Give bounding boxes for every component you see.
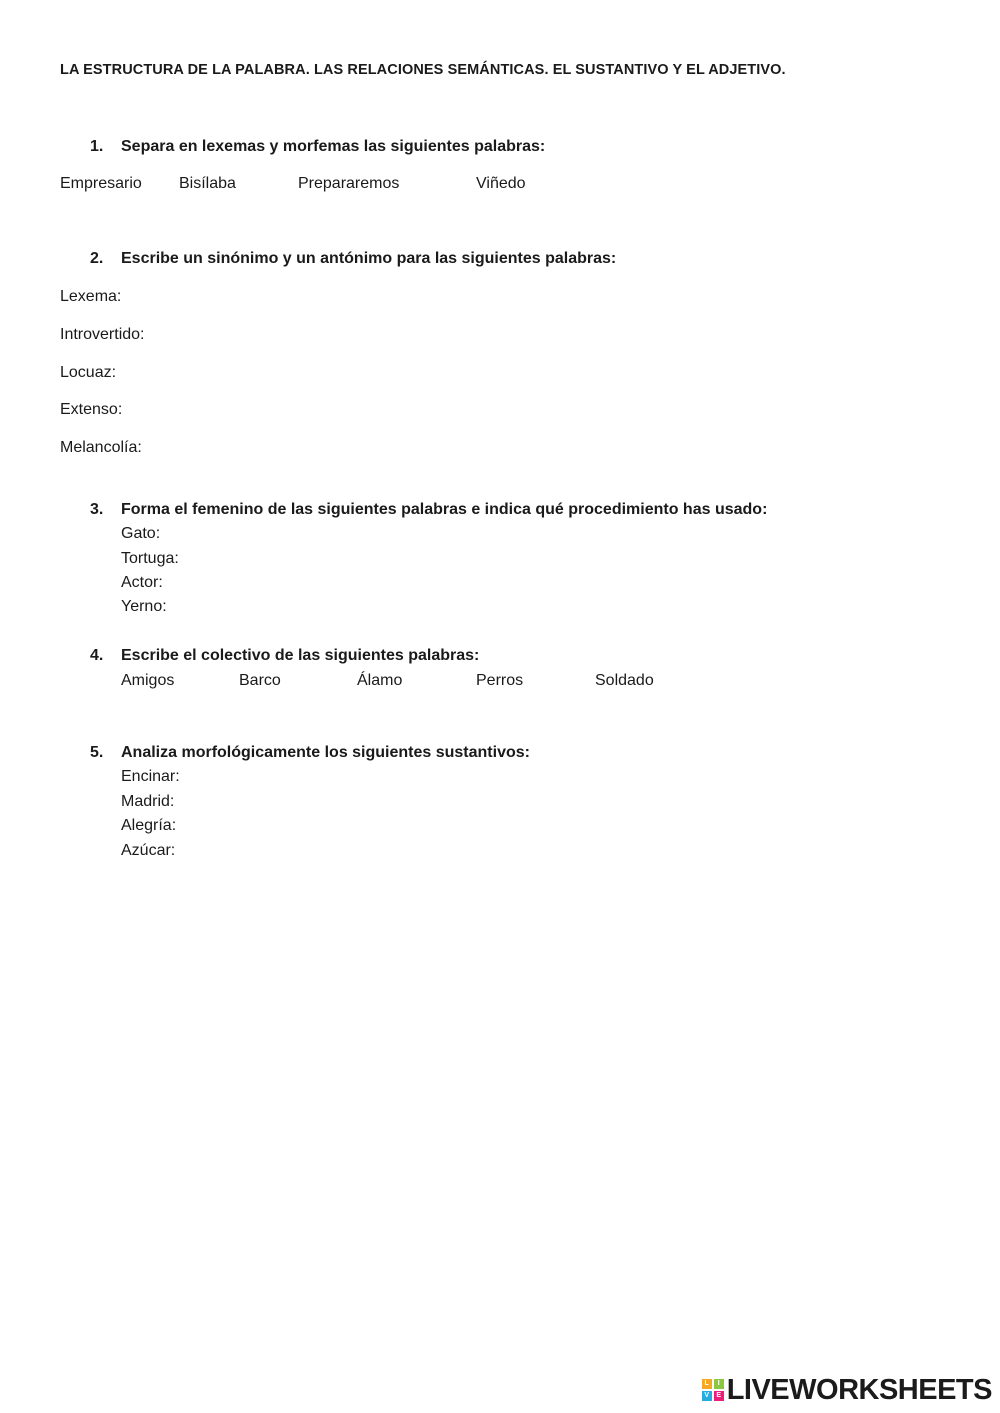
- answer-item: Gato:: [121, 525, 161, 542]
- question-5-heading: [90, 744, 530, 762]
- question-number: 4.: [90, 647, 104, 664]
- question-text: Escribe un sinónimo y un antónimo para las siguientes palabras:: [121, 250, 617, 267]
- word-item: Álamo: [357, 672, 403, 689]
- question-number: 3.: [90, 501, 104, 518]
- question-number: 2.: [90, 250, 104, 267]
- word-item: Prepararemos: [298, 175, 400, 192]
- answer-item: Alegría:: [121, 817, 177, 834]
- liveworksheets-logo[interactable]: [702, 1375, 992, 1405]
- question-text: Forma el femenino de las siguientes palabras e indica qué procedimiento has usado:: [121, 501, 768, 518]
- logo-letter: L: [702, 1379, 712, 1389]
- word-item: Bisílaba: [179, 175, 236, 192]
- word-item: Barco: [239, 672, 281, 689]
- answer-item: Melancolía:: [60, 439, 142, 456]
- word-item: Viñedo: [476, 175, 526, 192]
- answer-item: Actor:: [121, 574, 163, 591]
- logo-letter: V: [702, 1391, 712, 1401]
- answer-item: Extenso:: [60, 401, 123, 418]
- question-3-heading: [90, 501, 767, 519]
- word-item: Amigos: [121, 672, 175, 689]
- answer-item: Introvertido:: [60, 326, 145, 343]
- word-item: Soldado: [595, 672, 654, 689]
- logo-text: LIVEWORKSHEETS: [726, 1373, 992, 1406]
- page-title: LA ESTRUCTURA DE LA PALABRA. LAS RELACIONES SEMÁNTICAS. EL SUSTANTIVO Y EL ADJETIVO.: [60, 62, 786, 78]
- answer-item: Madrid:: [121, 793, 175, 810]
- answer-item: Encinar:: [121, 768, 180, 785]
- answer-item: Yerno:: [121, 598, 167, 615]
- answer-item: Tortuga:: [121, 550, 179, 567]
- word-item: Perros: [476, 672, 524, 689]
- logo-letter: E: [714, 1391, 724, 1401]
- answer-item: Azúcar:: [121, 842, 176, 859]
- answer-item: Locuaz:: [60, 364, 117, 381]
- question-text: Escribe el colectivo de las siguientes palabras:: [121, 647, 480, 664]
- logo-mark-icon: [702, 1379, 724, 1401]
- question-1-heading: [90, 138, 545, 156]
- question-4-heading: [90, 647, 479, 665]
- answer-item: Lexema:: [60, 288, 122, 305]
- logo-letter: I: [714, 1379, 724, 1389]
- question-text: Separa en lexemas y morfemas las siguientes palabras:: [121, 138, 546, 155]
- question-number: 5.: [90, 744, 104, 761]
- question-2-heading: [90, 250, 616, 268]
- word-item: Empresario: [60, 175, 142, 192]
- question-number: 1.: [90, 138, 104, 155]
- question-text: Analiza morfológicamente los siguientes sustantivos:: [121, 744, 530, 761]
